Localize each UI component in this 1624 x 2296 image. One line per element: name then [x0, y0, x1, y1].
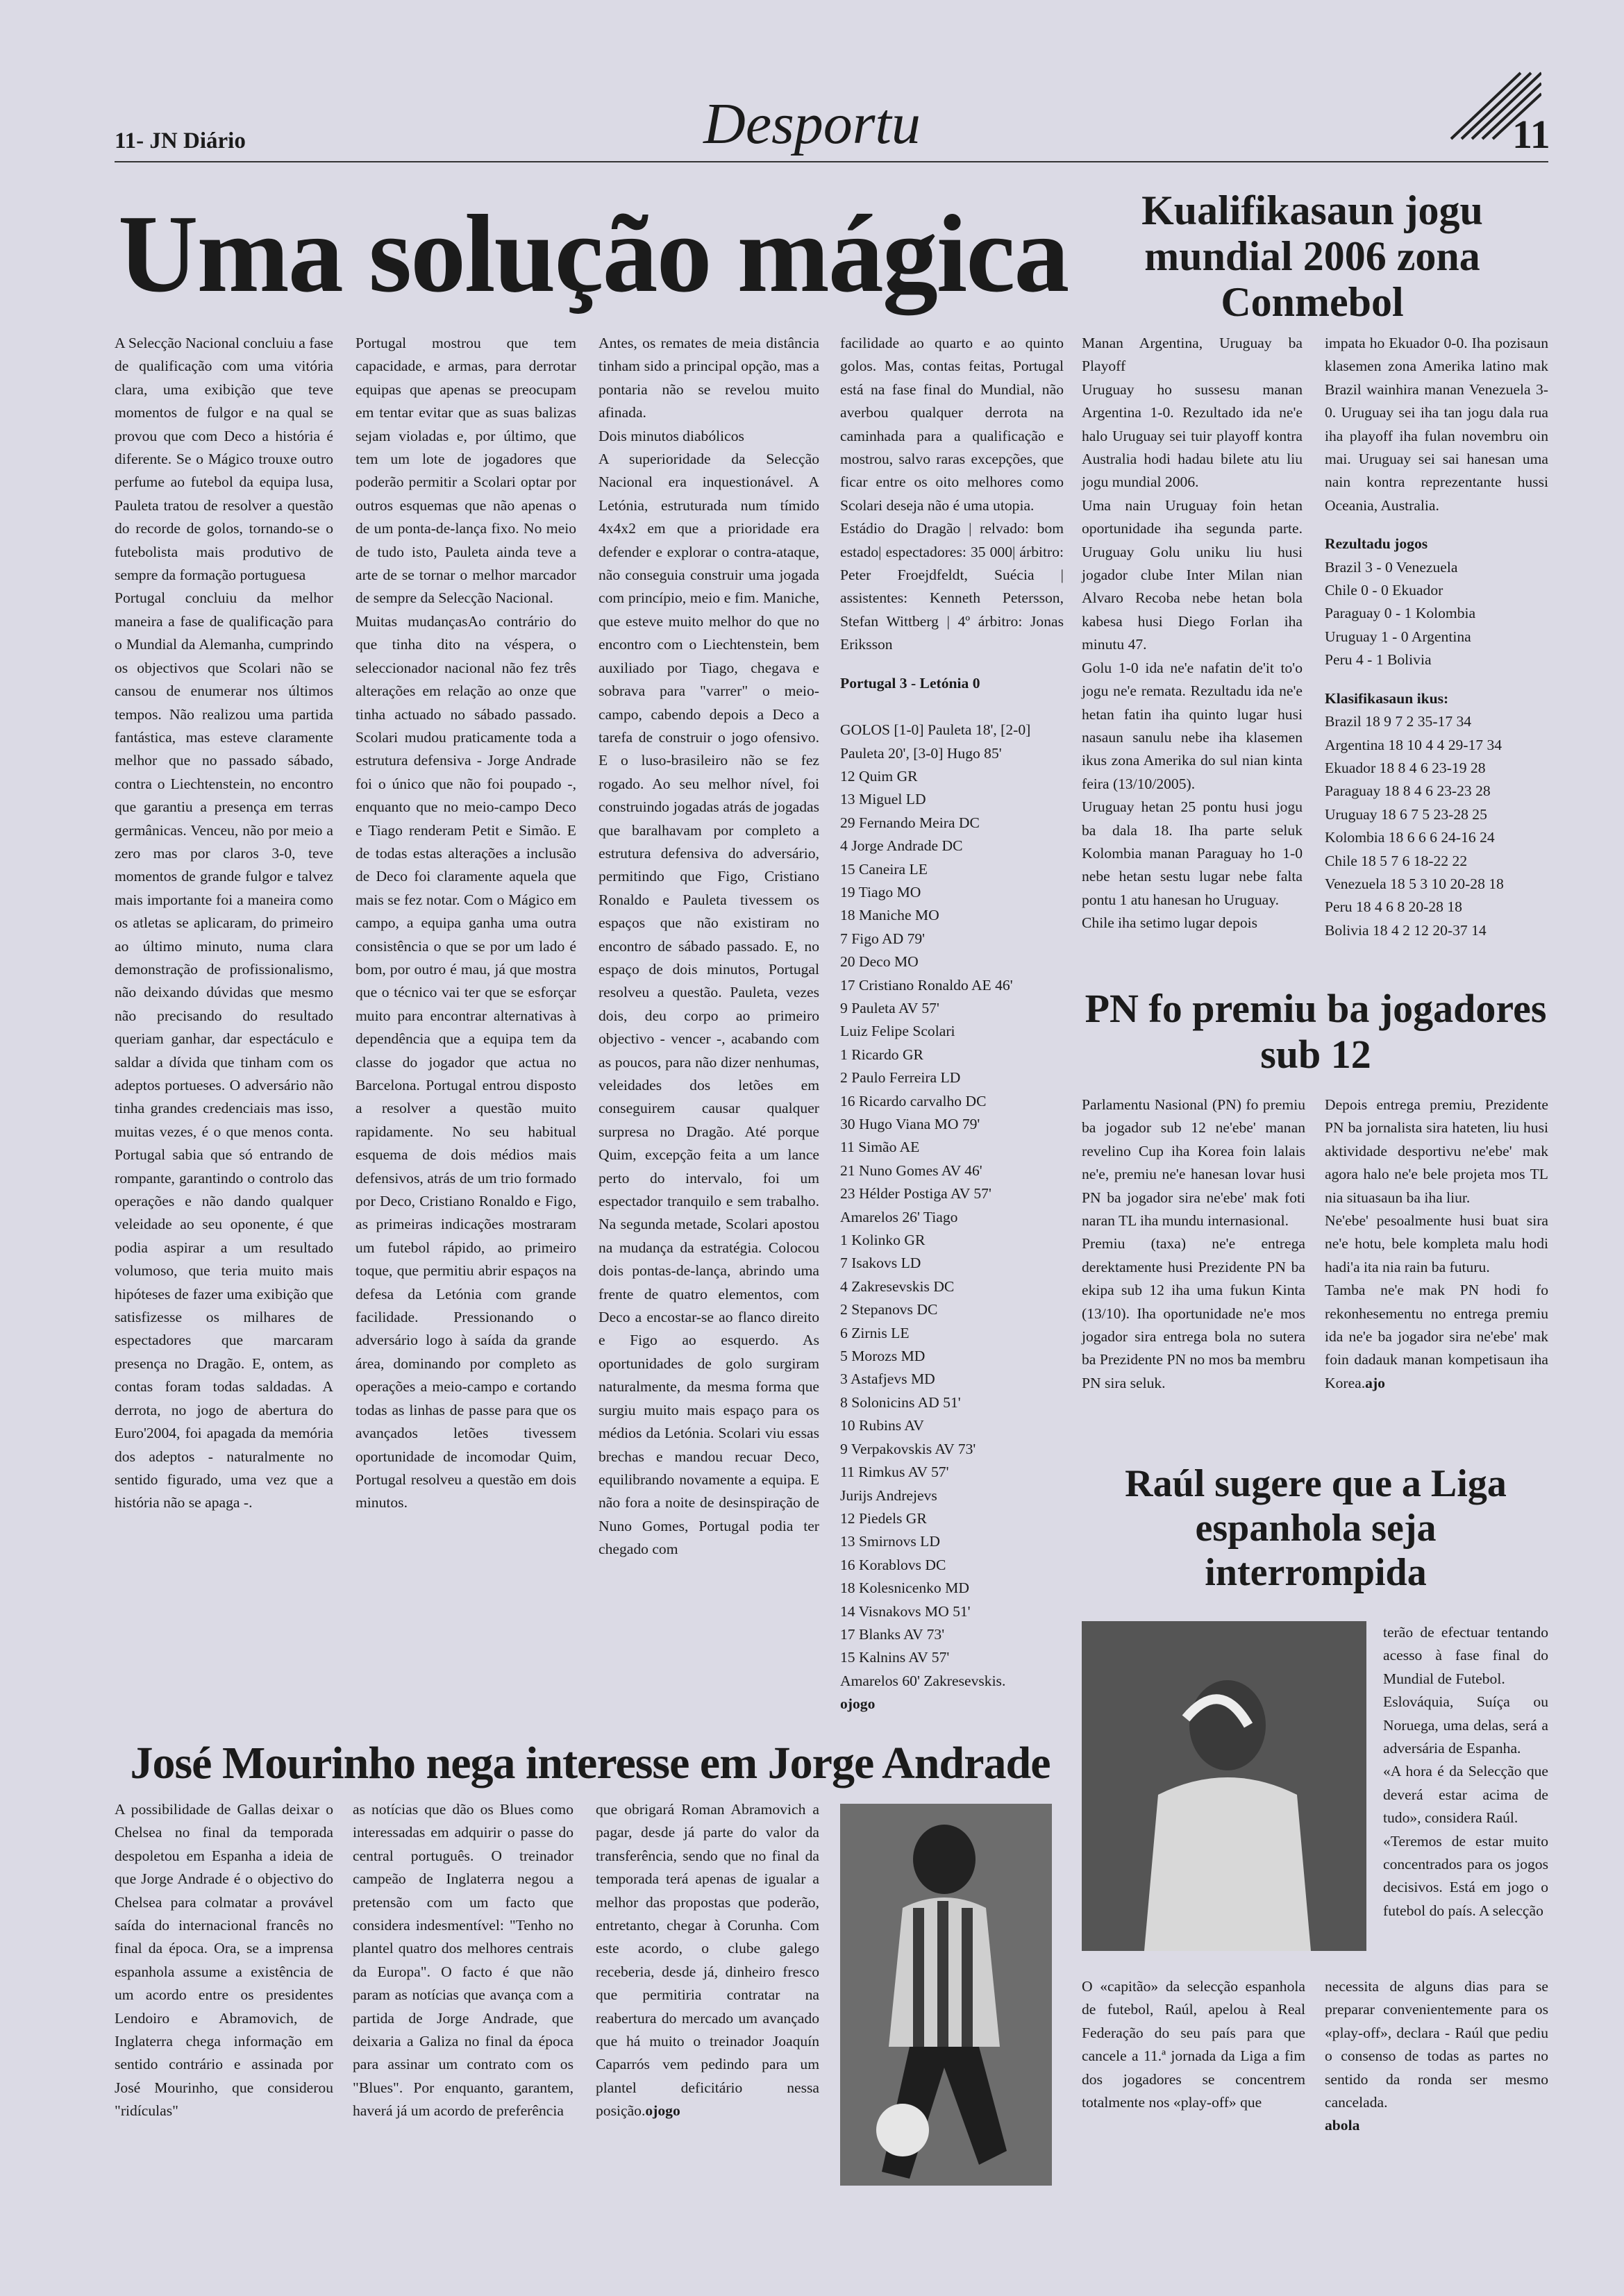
- lineup-line: 15 Caneira LE: [840, 860, 928, 878]
- page-number: 11: [1512, 112, 1550, 157]
- result-line: Peru 4 - 1 Bolivia: [1325, 651, 1432, 669]
- raul-byline: abola: [1325, 2117, 1360, 2134]
- lineup-line: 1 Ricardo GR: [840, 1046, 923, 1063]
- conmebol-col1: [1082, 332, 1303, 935]
- raul-side-text: terão de efectuar tentando acesso à fase final do Mundial de Futebol. Eslováquia, Suíça ou Noruega, uma delas, será a adversária de Espanha. «A hora é da Selecção que deverá estar acima de tudo», considera Raúl. «Teremos de estar muito concentrados para os jogos decisivos. Está em jogo o futebol do país. A selecção: [1383, 1624, 1548, 1919]
- lineup-line: 21 Nuno Gomes AV 46': [840, 1162, 982, 1179]
- lineup-line: 1 Kolinko GR: [840, 1232, 926, 1249]
- main-article-text-3: Antes, os remates de meia distância tinham sido a principal opção, mas a pontaria não se revelou muito afinada. Dois minutos diabólicos A superioridade da Selecção Nacional era inquestionável. A Letónia, estruturada num tímido 4x4x2 em que a prioridade era defender e explorar o contra-ataque, não conseguia construir uma jogada com princípio, meio e fim. Maniche, que esteve muito melhor do que no encontro com o Liechtenstein, bem auxiliado por Tiago, chegava e sobrava para "varrer" o meio-campo, cabendo depois a Deco a tarefa de construir o jogo ofensivo. E o luso-brasileiro não se fez rogado. Ao seu melhor nível, foi construindo jogadas atrás de jogadas que baralhavam por completo a estrutura defensiva do adversário, permitindo que Figo, Cristiano Ronaldo e Pauleta tivessem os espaços que não existiram no encontro de sábado passado. E, no espaço de dois minutos, Portugal resolveu a questão. Pauleta, vezes dois, deu corpo ao primeiro objectivo - vencer -, acabando com as poucos, para não dizer nenhumas, veleidades dos letões em conseguirem causar qualquer surpresa no Dragão. Até porque Quim, excepção feita a um lance perto do intervalo, foi um espectador tranquilo e sem trabalho. Na segunda metade, Scolari apostou na mudança da estratégia. Colocou dois pontas-de-lança, abrindo uma frente de quatro elementos, com Deco a encostar-se ao flanco direito e Figo ao esquerdo. As oportunidades de golo surgiram naturalmente, da mesma forma que surgiu muito mais espaço para os médios da Letónia. Scolari viu essas brechas e mandou recuar Deco, equilibrando novamente a equipa. E não fora a noite de desinspiração de Nuno Gomes, Portugal podia ter chegado com: [598, 335, 819, 1558]
- raul-text-2: necessita de alguns dias para se preparar convenientemente para os «play-off», declara - Raúl que pediu o consenso de todas as partes no sentido da ronda ser mesmo cancelada.: [1325, 1978, 1548, 2111]
- lineup-line: 30 Hugo Viana MO 79': [840, 1116, 980, 1132]
- lineup-line: 18 Kolesnicenko MD: [840, 1579, 969, 1597]
- raul-col1: [1082, 1975, 1305, 2114]
- main-byline: ojogo: [840, 1695, 876, 1713]
- footballer-striped-kit-image: [840, 1804, 1052, 2186]
- conmebol-text-1: Manan Argentina, Uruguay ba Playoff Uruguay ho sussesu manan Argentina 1-0. Rezultado ida ne'e halo Uruguay sei tuir playoff kontra Australia hodi hadau bilete atu liu jogu mundial 2006. Uma nain Uruguay foin hetan oportunidade iha segunda parte. Uruguay Golu uniku liu husi jogador clube Inter Milan nian Alvaro Recoba nebe hetan bola kabesa husi Diego Forlan iha minutu 47. Golu 1-0 ida ne'e nafatin de'it to'o jogu ne'e remata. Rezultadu ida ne'e hetan fatin iha quinto lugar husi nasaun sanulu nebe iha klasemen ikus zona Amerika do sul nian kinta feira (13/10/2005). Uruguay hetan 25 pontu husi jogu ba dala 18. Iha parte seluk Kolombia manan Paraguay ho 1-0 nebe hetan sestu lugar nebe falta pontu 1 atu hanesan ho Uruguay. Chile iha setimo lugar depois: [1082, 335, 1303, 932]
- lineup-line: 9 Verpakovskis AV 73': [840, 1440, 976, 1457]
- lineup-line: 2 Stepanovs DC: [840, 1301, 938, 1318]
- lineup-line: 11 Simão AE: [840, 1139, 920, 1156]
- andrade-photo: [840, 1804, 1052, 2186]
- main-article-col1: [115, 332, 333, 1515]
- pn-text-1: Parlamentu Nasional (PN) fo premiu ba jogador sub 12 ne'ebe' manan revelino Cup iha Korea foin lalais ne'e, premiu ne'e hanesan lovar husi PN ba jogador sira ne'ebe' mak foti naran TL iha mundu internasional. Premiu (taxa) ne'e entrega derektamente husi Prezidente PN ba ekipa sub 12 iha uma fukun Kinta (13/10). Iha oportunidade ne'e mos jogador sira entrega bola no sutera ba Prezidente PN no mos ba membru PN sira seluk.: [1082, 1096, 1305, 1391]
- lineup-line: Amarelos 26' Tiago: [840, 1208, 958, 1225]
- lineup-line: 13 Miguel LD: [840, 791, 926, 808]
- lineup-line: 18 Maniche MO: [840, 907, 939, 924]
- footballer-white-kit-image: [1082, 1621, 1366, 1951]
- mourinho-col1: [115, 1798, 333, 2123]
- raul-text-1: O «capitão» da selecção espanhola de futebol, Raúl, apelou à Real Federação do seu país para que cancele a 11.ª jornada da Liga a fim dos jogadores se concentrem totalmente nos «play-off» que: [1082, 1978, 1305, 2111]
- raul-photo: [1082, 1621, 1366, 1951]
- raul-side-col: [1383, 1621, 1548, 1922]
- main-headline: Uma solução mágica: [118, 192, 1069, 315]
- lineup-line: 16 Ricardo carvalho DC: [840, 1092, 987, 1109]
- lineup-line: 12 Piedels GR: [840, 1509, 927, 1527]
- lineup-line: Jurijs Andrejevs: [840, 1486, 937, 1504]
- results-list: [1325, 556, 1548, 672]
- lineup-line: 6 Zirnis LE: [840, 1324, 910, 1341]
- mourinho-col2: [353, 1798, 574, 2123]
- standings-line: Uruguay 18 6 7 5 23-28 25: [1325, 805, 1487, 823]
- lineup-line: 4 Jorge Andrade DC: [840, 837, 963, 855]
- lineup-line: GOLOS [1-0] Pauleta 18', [2-0] Pauleta 20', [3-0] Hugo 85': [840, 721, 1031, 762]
- lineup-line: 4 Zakresevskis DC: [840, 1277, 955, 1295]
- standings-line: Argentina 18 10 4 4 29-17 34: [1325, 736, 1502, 753]
- lineup-line: 8 Solonicins AD 51': [840, 1393, 961, 1411]
- pn-text-2: Depois entrega premiu, Prezidente PN ba jornalista sira hateten, liu husi aktividade desportivu ne'ebe' mak agora halo ne'e bele projeta mos TL nia situasaun ba iha liur. Ne'ebe' pesoalmente husi buat sira ne'e hotu, bele kompleta malu hodi hadi'a ita nia rain ba futuru. Tamba ne'e mak PN hodi fo rekonhesementu no entrega premiu ida ne'e ba jogador sira ne'ebe' mak foin dadauk manan kompetisaun iha Korea.: [1325, 1096, 1548, 1391]
- conmebol-text-2: impata ho Ekuador 0-0. Iha pozisaun klasemen zona Amerika latino mak Brazil wainhira manan Venezuela 3-0. Uruguay sei iha tan jogu dala rua iha playoff iha fulan novembru oin mai. Uruguay sei sai hanesan uma nain kontra reprezentante hussi Oceania, Australia.: [1325, 335, 1548, 514]
- match-score-title: Portugal 3 - Letónia 0: [840, 674, 980, 692]
- lineup-line: 11 Rimkus AV 57': [840, 1464, 949, 1481]
- standings-list: [1325, 710, 1548, 942]
- lineup-line: 5 Morozs MD: [840, 1348, 926, 1365]
- lineup-line: 19 Tiago MO: [840, 883, 921, 900]
- lineup-line: 20 Deco MO: [840, 953, 919, 971]
- conmebol-headline: Kualifikasaun jogu mundial 2006 zona Conmebol: [1141, 187, 1483, 325]
- result-line: Chile 0 - 0 Ekuador: [1325, 582, 1443, 599]
- standings-line: Paraguay 18 8 4 6 23-23 28: [1325, 782, 1491, 800]
- lineup-line: 16 Korablovs DC: [840, 1556, 946, 1573]
- result-line: Uruguay 1 - 0 Argentina: [1325, 628, 1471, 645]
- raul-col2: [1325, 1975, 1548, 2138]
- main-article-col2: [355, 332, 576, 1515]
- standings-title: Klasifikasaun ikus:: [1325, 689, 1449, 707]
- match-report-text: facilidade ao quarto e ao quinto golos. Mas, contas feitas, Portugal está na fase final do Mundial, não averbou qualquer derrota na caminhada para a qualificação e mostrou, salvo raras excepções, que ficar entre os oito melhores como Scolari deseja não é uma utopia. Estádio do Dragão | relvado: bom estado| espectadores: 35 000| árbitro: Peter Froejdfeldt, Suécia | assistentes: Kenneth Petersson, Stefan Wittberg | 4º árbitro: Jonas Eriksson: [840, 335, 1064, 653]
- result-line: Brazil 3 - 0 Venezuela: [1325, 558, 1458, 576]
- standings-line: Ekuador 18 8 4 6 23-19 28: [1325, 759, 1486, 776]
- lineup-line: 29 Fernando Meira DC: [840, 814, 980, 831]
- lineup-line: 15 Kalnins AV 57': [840, 1649, 950, 1666]
- lineup-line: 9 Pauleta AV 57': [840, 999, 939, 1016]
- lineup-line: 10 Rubins AV: [840, 1417, 924, 1434]
- header-rule: [115, 161, 1548, 162]
- lineup-line: Luiz Felipe Scolari: [840, 1023, 955, 1040]
- main-article-col4: [840, 332, 1064, 1716]
- pn-headline: PN fo premiu ba jogadores sub 12: [1085, 986, 1547, 1077]
- lineup-line: 3 Astafjevs MD: [840, 1371, 935, 1388]
- standings-line: Kolombia 18 6 6 6 24-16 24: [1325, 829, 1495, 846]
- main-article-text-1: A Selecção Nacional concluiu a fase de qualificação com uma vitória clara, uma exibição que teve momentos de fulgor e na qual se provou que com Deco a história é diferente. Se o Mágico trouxe outro perfume ao futebol da equipa lusa, Pauleta tratou de resolver a questão do recorde de golos, tornando-se o futebolista mais produtivo de sempre da formação portuguesa Portugal concluiu da melhor maneira a fase de qualificação para o Mundial da Alemanha, cumprindo os objectivos que Scolari não se cansou de enumerar nos últimos tempos. Não realizou uma partida fantástica, mas esteve claramente melhor que no passado sábado, contra o Liechtenstein, no encontro que garantiu a presença em terras germânicas. Venceu, não por meio a zero mas por claros 3-0, teve momentos de grande fulgor e talvez mais importante foi a maneira como os atletas se aplicaram, do primeiro ao último minuto, numa clara demonstração de profissionalismo, não deixando dúvidas que mesmo não precisando do resultado queriam ganhar, dar espectáculo e saldar a dívida que tinham com os adeptos portueses. O adversário não tinha grandes credenciais mas isso, muitas vezes, é o que menos conta. Portugal sabia que só entrando de rompante, garantindo o controlo das operações e não dando qualquer veleidade ao seu oponente, é que podia aspirar a um resultado volumoso, que teria muito mais hipóteses de fazer uma exibição que satisfizesse os milhares de espectadores que marcaram presença no Dragão. E, ontem, as contas foram todas saldadas. A derrota, no jogo de abertura do Euro'2004, foi apagada da memória dos adeptos - naturalmente no sentido figurado, uma vez que a história não se apaga -.: [115, 335, 333, 1511]
- pn-byline: ajo: [1365, 1374, 1385, 1391]
- mourinho-byline: ojogo: [645, 2102, 680, 2120]
- lineup-line: 17 Blanks AV 73': [840, 1625, 945, 1643]
- lineup-line: 23 Hélder Postiga AV 57': [840, 1185, 991, 1203]
- mourinho-text-3: que obrigará Roman Abramovich a pagar, desde já parte do valor da transferência, sendo que no final da temporada terá apenas de igualar a melhor das propostas que poderão, entretanto, chegar à Corunha. Com este acordo, o clube galego receberia, desde já, dinheiro fresco que permitiria contratar na reabertura do mercado um avançado que há muito o treinador Joaquín Caparrós vem pedindo para um plantel deficitário nessa posição.: [596, 1801, 819, 2120]
- section-title: Desportu: [703, 92, 921, 156]
- lineup-line: Amarelos 60' Zakresevskis.: [840, 1672, 1006, 1689]
- standings-line: Brazil 18 9 7 2 35-17 34: [1325, 713, 1472, 730]
- lineup-line: 14 Visnakovs MO 51': [840, 1602, 971, 1620]
- main-article-col3: [598, 332, 819, 1561]
- standings-line: Venezuela 18 5 3 10 20-28 18: [1325, 875, 1504, 892]
- lineup-line: 2 Paulo Ferreira LD: [840, 1069, 961, 1087]
- standings-line: Bolivia 18 4 2 12 20-37 14: [1325, 921, 1487, 939]
- result-line: Paraguay 0 - 1 Kolombia: [1325, 605, 1476, 622]
- mourinho-text-1: A possibilidade de Gallas deixar o Chelsea no final da temporada despoletou em Espanha a ideia de que Jorge Andrade é o objectivo do Chelsea para colmatar a provável saída do internacional francês no final da época. Ora, se a imprensa espanhola assume a existência de um acordo entre os presidentes Lendoiro e Abramovich, de Inglaterra chega informação em sentido contrário e assinada por José Mourinho, que considerou "ridículas": [115, 1801, 333, 2120]
- lineup-line: 7 Figo AD 79': [840, 930, 926, 947]
- lineup-line: 17 Cristiano Ronaldo AE 46': [840, 976, 1013, 994]
- main-article-text-2: Portugal mostrou que tem capacidade, e armas, para derrotar equipas que apenas se preocupam em tentar evitar que as suas balizas sejam violadas e, por último, que tem um lote de jogadores que poderão permitir a Scolari optar por outros esquemas que não apenas o de um ponta-de-lança fixo. No meio de tudo isto, Pauleta ainda teve a arte de se tornar o melhor marcador de sempre da Selecção Nacional. Muitas mudançasAo contrário do que tinha dito na véspera, o seleccionador nacional não fez três alterações em relação ao onze que tinha actuado no sábado passado. Scolari mudou praticamente toda a estrutura defensiva - Jorge Andrade foi o único que não foi poupado -, enquanto que no meio-campo Deco e Tiago renderam Petit e Simão. E de todas estas alterações a inclusão de Deco foi claramente aquela que mais se fez notar. Com o Mágico em campo, a equipa ganha uma outra consistência o que se por um lado é bom, por outro é mau, já que mostra que o técnico vai ter que se esforçar muito para encontrar alternativas à dependência que a equipa tem da classe do jogador que actua no Barcelona. Portugal entrou disposto a resolver a questão muito rapidamente. No seu habitual esquema de dois médios mais defensivos, atrás de um trio formado por Deco, Cristiano Ronaldo e Figo, as primeiras indicações mostraram um futebol rápido, ao primeiro toque, que permitiu abrir espaços na defesa da Letónia com grande facilidade. Pressionando o adversário logo à saída da grande área, dominando por completo as operações a meio-campo e cortando todas as linhas de passe para que os avançados letões tivessem oportunidade de incomodar Quim, Portugal resolveu a questão em dois minutos.: [355, 335, 576, 1511]
- standings-line: Peru 18 4 6 8 20-28 18: [1325, 898, 1462, 916]
- pn-col2: [1325, 1093, 1548, 1395]
- results-title: Rezultadu jogos: [1325, 535, 1428, 553]
- page-header-left: 11- JN Diário: [115, 128, 246, 153]
- conmebol-col2: [1325, 332, 1548, 942]
- raul-headline: Raúl sugere que a Liga espanhola seja interrompida: [1125, 1462, 1507, 1594]
- mourinho-text-2: as notícias que dão os Blues como interessadas em adquirir o passe do central português. O treinador campeão de Inglaterra negou a pretensão com um facto que considera indesmentível: "Tenho no plantel quatro dos melhores centrais da Europa". O facto é que não param as notícias que avança com a partida de Jorge Andrade, que deixaria a Galiza no final da época para assinar um contrato com os "Blues". Por enquanto, garantem, haverá já um acordo de preferência: [353, 1801, 574, 2120]
- mourinho-col3: [596, 1798, 819, 2123]
- lineup-list: [840, 719, 1064, 1693]
- lineup-line: 12 Quim GR: [840, 767, 918, 785]
- pn-col1: [1082, 1093, 1305, 1395]
- lineup-line: 7 Isakovs LD: [840, 1255, 921, 1272]
- standings-line: Chile 18 5 7 6 18-22 22: [1325, 852, 1468, 869]
- mourinho-headline: José Mourinho nega interesse em Jorge Andrade: [130, 1738, 1050, 1788]
- lineup-line: 13 Smirnovs LD: [840, 1533, 940, 1550]
